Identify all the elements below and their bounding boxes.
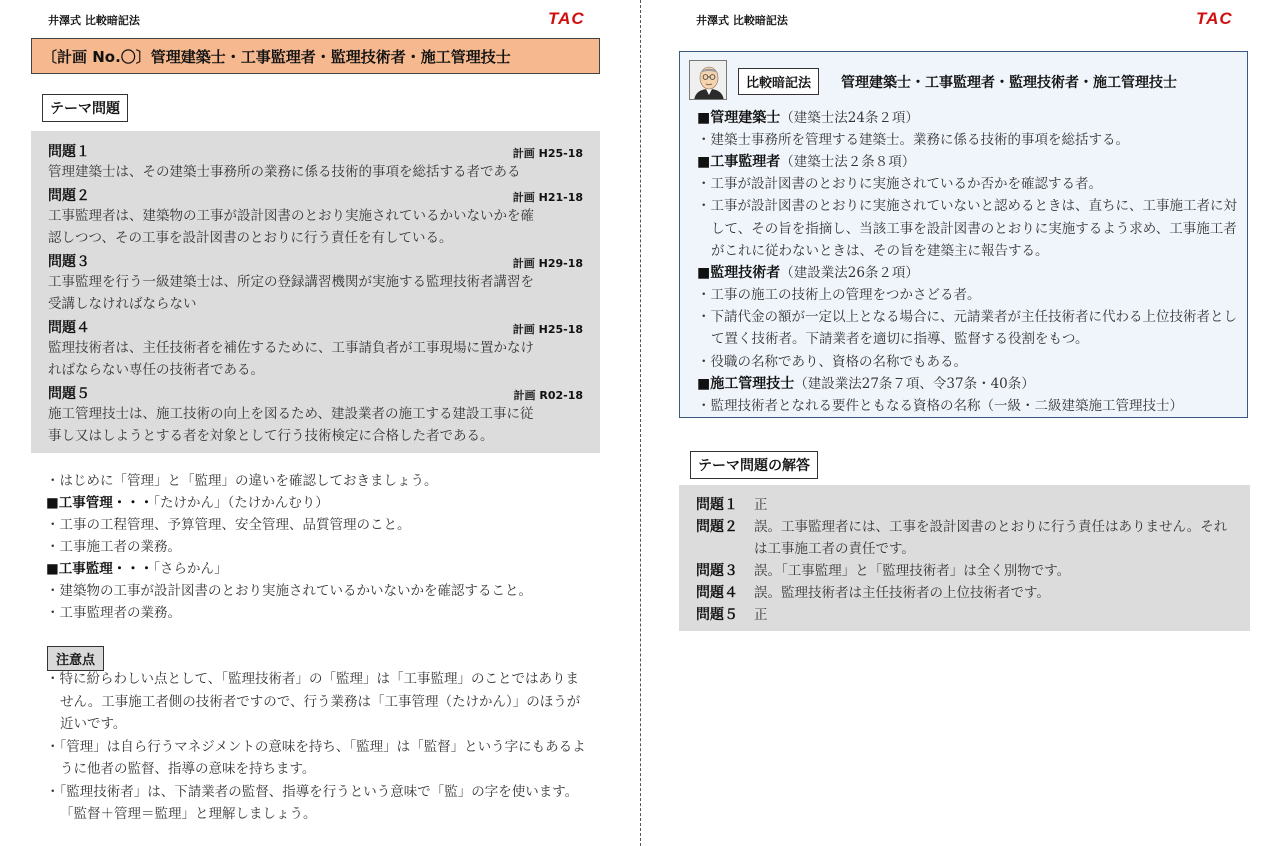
- question-text: 工事監理者は、建築物の工事が設計図書のとおり実施されているかいないかを確: [48, 208, 534, 224]
- term-heading: ■工事管理・・・: [46, 495, 154, 511]
- note-intro: ・はじめに「管理」と「監理」の違いを確認しておきましょう。: [46, 473, 438, 489]
- term-reading: 「さらかん」: [153, 561, 228, 577]
- question-text: ればならない専任の技術者である。: [48, 362, 264, 378]
- note-line: ・建築物の工事が設計図書のとおり実施されているかいないかを確認すること。: [46, 583, 532, 599]
- question-text: 事し又はしようとする者を対象として行う技術検定に合格した者である。: [48, 428, 494, 444]
- compare-label: 比較暗記法: [738, 68, 819, 95]
- question-item: [48, 139, 583, 183]
- plan-title: 〔計画 No.〇〕管理建築士・工事監理者・監理技術者・施工管理技士: [31, 38, 600, 74]
- tac-logo-left: TAC: [548, 9, 585, 28]
- caution-item: ・特に紛らわしい点として、「監理技術者」の「監理」は「工事監理」のことではありません。工事施工者側の技術者ですので、行う業務は「工事管理（たけかん）」のほうが近いです。: [46, 671, 581, 732]
- term-heading: [697, 107, 1242, 129]
- term-name: ■監理技術者: [697, 265, 781, 282]
- term-bullet: ・工事が設計図書のとおりに実施されているか否かを確認する者。: [697, 176, 1102, 193]
- term-reading: 「たけかん」（たけかんむり）: [153, 495, 329, 511]
- question-text: 受講しなければならない: [48, 296, 197, 312]
- term-heading: [697, 373, 1242, 395]
- term-bullet: ・下請代金の額が一定以上となる場合に、元請業者が主任技術者に代わる上位技術者として置く技術者。下請業者を適切に指導、監督する役割をもつ。: [697, 309, 1237, 348]
- question-number: 問題５: [48, 386, 90, 402]
- page-header-right: 井澤式 比較暗記法: [696, 14, 788, 27]
- question-text: 監理技術者は、主任技術者を補佐するために、工事請負者が工事現場に置かなけ: [48, 340, 534, 356]
- question-number: 問題４: [48, 320, 90, 336]
- theme-label: テーマ問題: [42, 94, 128, 122]
- answer-text: 誤。工事監理者には、工事を設計図書のとおりに行う責任はありません。それは工事施工者の責任です。: [754, 519, 1228, 557]
- term-bullet: ・工事の施工の技術上の管理をつかさどる者。: [697, 287, 981, 304]
- term-name: ■工事監理者: [697, 154, 781, 171]
- page-header-left: 井澤式 比較暗記法: [48, 14, 140, 27]
- compare-title: 管理建築士・工事監理者・監理技術者・施工管理技士: [841, 75, 1177, 91]
- question-text: 管理建築士は、その建築士事務所の業務に係る技術的事項を総括する者である: [48, 164, 521, 180]
- term-bullet: ・役職の名称であり、資格の名称でもある。: [697, 353, 967, 370]
- note-line: ・工事施工者の業務。: [46, 539, 181, 555]
- question-ref: 計画 H21-18: [512, 191, 583, 204]
- term-law: （建設業法27条７項、令37条・40条）: [794, 375, 1035, 392]
- question-text: 認しつつ、その工事を設計図書のとおりに行う責任を有している。: [48, 230, 453, 246]
- term-bullet: ・工事が設計図書のとおりに実施されていないと認めるときは、直ちに、工事施工者に対して、その旨を指摘し、当該工事を設計図書のとおりに実施するよう求め、工事施工者がこれに従わないときは、その旨を建築主に報告する。: [697, 198, 1237, 259]
- answer-row: [696, 582, 1233, 604]
- answer-text: 誤。「工事監理」と「監理技術者」は全く別物です。: [754, 563, 1071, 579]
- author-avatar-icon: [689, 60, 727, 100]
- question-item: [48, 183, 583, 249]
- answer-text: 正: [754, 607, 768, 623]
- term-name: ■施工管理技士: [697, 375, 795, 392]
- answer-number: 問題３: [696, 563, 738, 579]
- caution-list: [46, 668, 586, 826]
- question-item: [48, 381, 583, 447]
- answer-row: [696, 494, 1233, 516]
- term-heading: [697, 151, 1242, 173]
- term-bullet: ・監理技術者となれる要件ともなる資格の名称（一級・二級建築施工管理技士）: [697, 397, 1183, 414]
- question-number: 問題１: [48, 144, 90, 160]
- term-law: （建築士法２条８項）: [780, 154, 916, 171]
- term-heading: [697, 262, 1242, 284]
- answer-row: [696, 560, 1233, 582]
- answer-number: 問題４: [696, 585, 738, 601]
- tac-logo-right: TAC: [1196, 9, 1233, 28]
- caution-item: ・「監理技術者」は、下請業者の監督、指導を行うという意味で「監」の字を使います。「監督＋管理＝監理」と理解しましょう。: [46, 783, 579, 822]
- term-name: ■管理建築士: [697, 110, 781, 126]
- question-number: 問題３: [48, 254, 90, 270]
- question-item: [48, 249, 583, 315]
- question-text: 工事監理を行う一級建築士は、所定の登録講習機関が実施する監理技術者講習を: [48, 274, 534, 290]
- caution-label: 注意点: [47, 646, 104, 671]
- comparison-box: [679, 51, 1248, 418]
- question-number: 問題２: [48, 188, 90, 204]
- question-item: [48, 315, 583, 381]
- note-heading-kanri: [46, 492, 586, 514]
- question-text: 施工管理技士は、施工技術の向上を図るため、建設業者の施工する建設工事に従: [48, 406, 534, 422]
- answer-panel: [679, 485, 1250, 631]
- answer-label: テーマ問題の解答: [690, 451, 818, 479]
- answer-text: 誤。監理技術者は主任技術者の上位技術者です。: [754, 585, 1050, 601]
- question-ref: 計画 R02-18: [513, 389, 583, 402]
- question-ref: 計画 H25-18: [512, 147, 583, 160]
- caution-item: ・「管理」は自ら行うマネジメントの意味を持ち、「監理」は「監督」という字にもあるように他者の監督、指導の意味を持ちます。: [46, 738, 586, 777]
- question-ref: 計画 H25-18: [512, 323, 583, 336]
- term-bullet: ・建築士事務所を管理する建築士。業務に係る技術的事項を総括する。: [697, 132, 1129, 148]
- term-law: （建設業法26条２項）: [780, 265, 919, 282]
- comparison-body: [697, 107, 1242, 417]
- term-heading: ■工事監理・・・: [46, 561, 154, 577]
- page-divider: [640, 0, 641, 846]
- note-line: ・工事監理者の業務。: [46, 605, 181, 621]
- answer-number: 問題２: [696, 519, 738, 535]
- answer-number: 問題１: [696, 497, 738, 513]
- question-panel: [31, 131, 600, 453]
- answer-number: 問題５: [696, 607, 738, 623]
- note-heading-kanri2: [46, 558, 586, 580]
- answer-row: [696, 604, 1233, 626]
- answer-row: [696, 516, 1233, 560]
- term-law: （建築士法24条２項）: [780, 110, 919, 126]
- note-line: ・工事の工程管理、予算管理、安全管理、品質管理のこと。: [46, 517, 411, 533]
- answer-text: 正: [754, 497, 768, 513]
- question-ref: 計画 H29-18: [512, 257, 583, 270]
- explanation-notes: [46, 470, 586, 624]
